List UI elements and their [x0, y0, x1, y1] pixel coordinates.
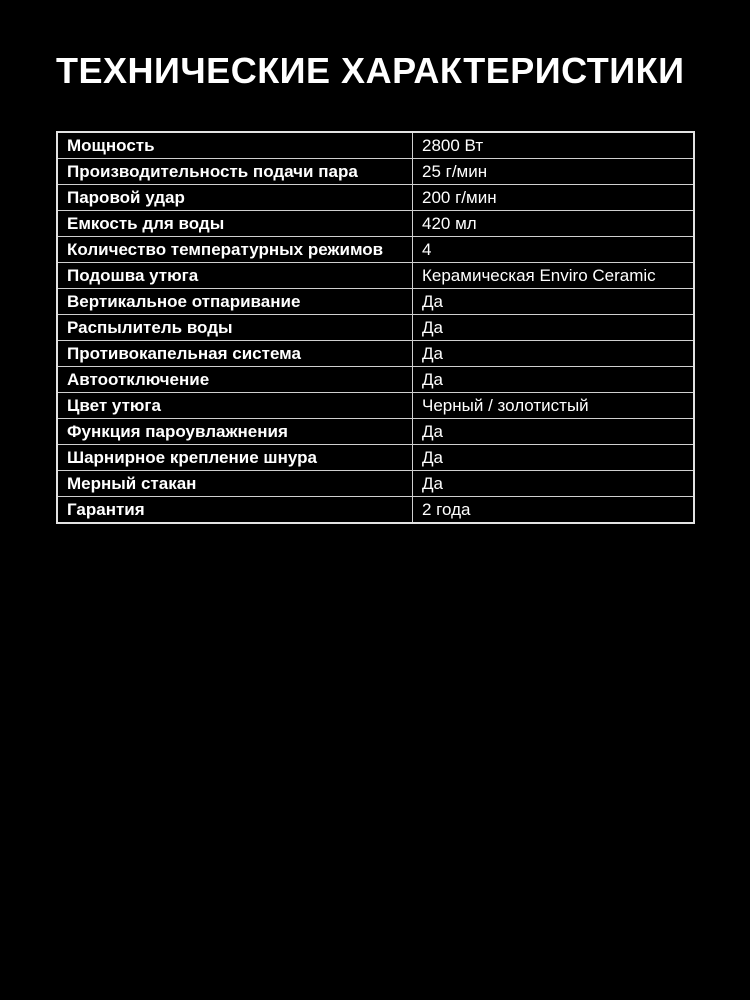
table-row	[57, 315, 694, 341]
table-row	[57, 497, 694, 524]
spec-label: Шарнирное крепление шнура	[57, 445, 413, 471]
spec-value: Да	[413, 341, 695, 367]
spec-value: Да	[413, 289, 695, 315]
table-row	[57, 211, 694, 237]
spec-value: 420 мл	[413, 211, 695, 237]
spec-value: 2800 Вт	[413, 132, 695, 159]
table-row	[57, 445, 694, 471]
spec-value: 25 г/мин	[413, 159, 695, 185]
table-row	[57, 263, 694, 289]
table-row	[57, 132, 694, 159]
table-row	[57, 341, 694, 367]
spec-label: Мощность	[57, 132, 413, 159]
table-row	[57, 367, 694, 393]
spec-label: Подошва утюга	[57, 263, 413, 289]
spec-value: 4	[413, 237, 695, 263]
spec-label: Количество температурных режимов	[57, 237, 413, 263]
table-row	[57, 237, 694, 263]
spec-value: Да	[413, 367, 695, 393]
spec-value: 2 года	[413, 497, 695, 524]
spec-value: Да	[413, 445, 695, 471]
table-row	[57, 289, 694, 315]
spec-value: Черный / золотистый	[413, 393, 695, 419]
spec-label: Функция пароувлажнения	[57, 419, 413, 445]
spec-label: Производительность подачи пара	[57, 159, 413, 185]
spec-label: Гарантия	[57, 497, 413, 524]
spec-label: Противокапельная система	[57, 341, 413, 367]
specs-table-body	[57, 132, 694, 523]
table-row	[57, 159, 694, 185]
spec-label: Паровой удар	[57, 185, 413, 211]
spec-label: Вертикальное отпаривание	[57, 289, 413, 315]
spec-label: Цвет утюга	[57, 393, 413, 419]
spec-value: Керамическая Enviro Ceramic	[413, 263, 695, 289]
spec-label: Распылитель воды	[57, 315, 413, 341]
table-row	[57, 185, 694, 211]
table-row	[57, 471, 694, 497]
spec-value: Да	[413, 419, 695, 445]
spec-label: Емкость для воды	[57, 211, 413, 237]
spec-label: Мерный стакан	[57, 471, 413, 497]
table-row	[57, 393, 694, 419]
page-title: ТЕХНИЧЕСКИЕ ХАРАКТЕРИСТИКИ	[56, 50, 685, 91]
spec-value: 200 г/мин	[413, 185, 695, 211]
spec-value: Да	[413, 471, 695, 497]
spec-value: Да	[413, 315, 695, 341]
table-row	[57, 419, 694, 445]
specs-table	[56, 131, 695, 524]
spec-label: Автоотключение	[57, 367, 413, 393]
